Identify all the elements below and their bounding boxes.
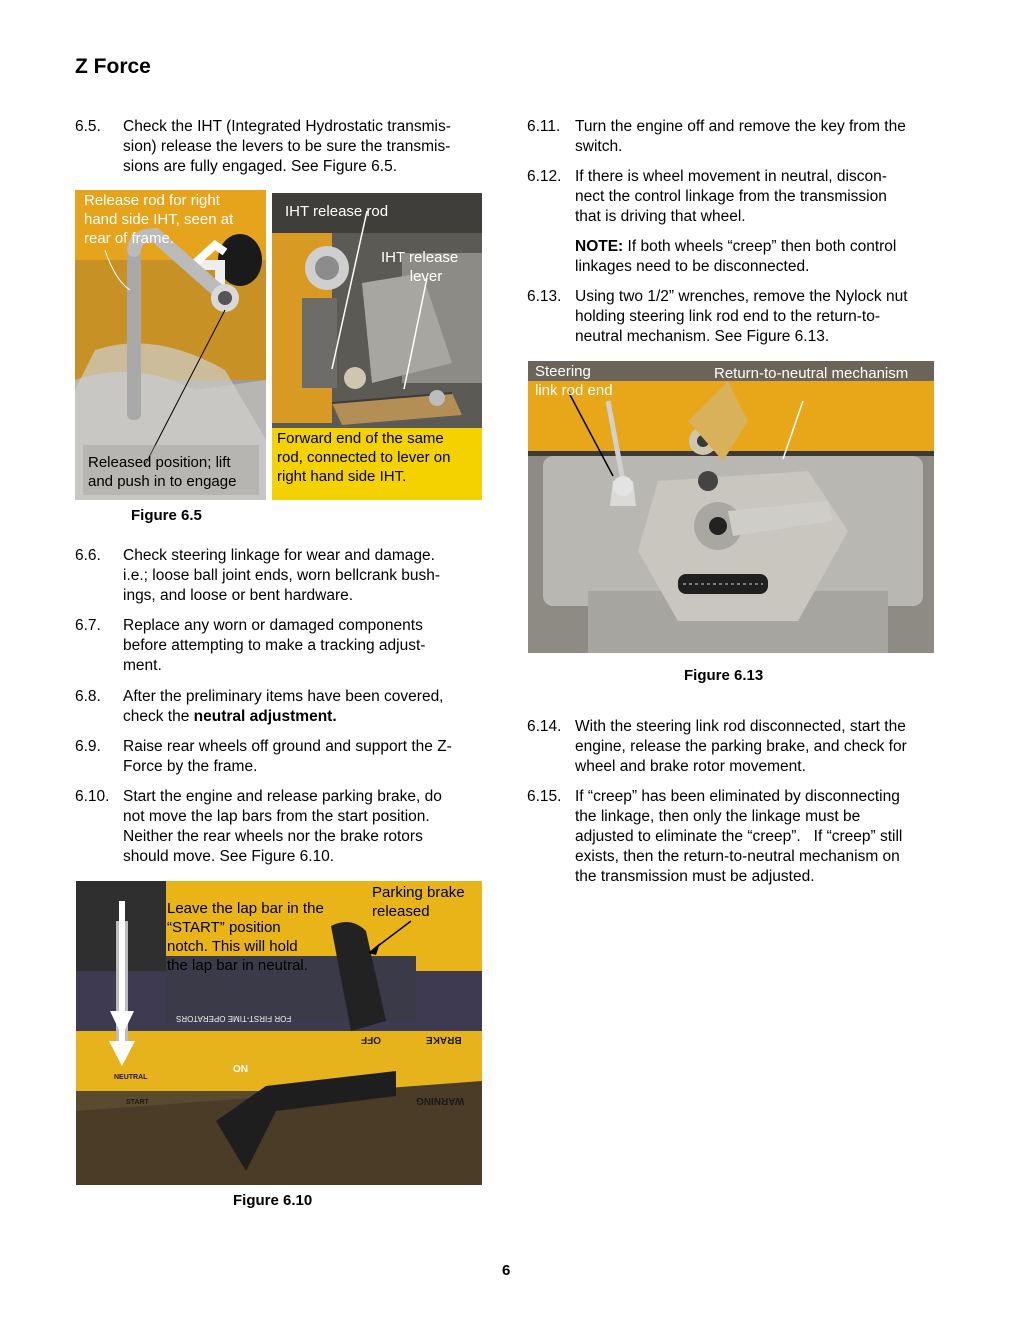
label-line: Forward end of the same xyxy=(277,430,444,447)
label-line: IHT release xyxy=(381,249,459,266)
figure-6-5-caption: Figure 6.5 xyxy=(131,507,202,524)
step-number: 6.9. xyxy=(75,738,101,755)
label-line: Release rod for right xyxy=(84,192,220,209)
label-line: and push in to engage xyxy=(88,473,237,490)
step-line: check the xyxy=(123,708,190,725)
step-line: before attempting to make a tracking adjust- xyxy=(123,637,426,654)
label-iht-release-rod: IHT release rod xyxy=(285,203,389,220)
step-line: the transmission must be adjusted. xyxy=(575,868,815,885)
step-number: 6.11. xyxy=(527,118,561,135)
step-line: engine, release the parking brake, and check for xyxy=(575,738,907,755)
step-line: If there is wheel movement in neutral, discon- xyxy=(575,168,887,185)
step-line: sions are fully engaged. See Figure 6.5. xyxy=(123,158,398,175)
decal-start: START xyxy=(126,1099,149,1106)
page-header-title: Z Force xyxy=(75,55,151,78)
note-label: NOTE: xyxy=(575,238,624,255)
step-line: not move the lap bars from the start position. xyxy=(123,808,430,825)
label-line: “START” position xyxy=(167,919,281,936)
label-line: Steering xyxy=(535,363,591,380)
emphasis-neutral-adjustment: neutral adjustment. xyxy=(193,708,337,725)
figure-6-10-photo xyxy=(76,881,482,1185)
label-line: released xyxy=(372,903,430,920)
label-line: right hand side IHT. xyxy=(277,468,407,485)
step-line: After the preliminary items have been covered, xyxy=(123,688,444,705)
step-line: ings, and loose or bent hardware. xyxy=(123,587,354,604)
decal-on: ON xyxy=(233,1064,248,1075)
step-line: Using two 1/2” wrenches, remove the Nylock nut xyxy=(575,288,908,305)
note-line: linkages need to be disconnected. xyxy=(575,258,810,275)
label-line: Released position; lift xyxy=(88,454,231,471)
step-line: neutral mechanism. See Figure 6.13. xyxy=(575,328,830,345)
step-line: i.e.; loose ball joint ends, worn bellcrank bush- xyxy=(123,567,441,584)
step-number: 6.7. xyxy=(75,617,101,634)
label-line: lever xyxy=(409,268,443,285)
figure-6-13-photo xyxy=(528,361,934,653)
label-released-position xyxy=(88,453,236,491)
step-line: Check the IHT (Integrated Hydrostatic transmis- xyxy=(123,118,451,135)
step-line: Turn the engine off and remove the key from the xyxy=(575,118,906,135)
step-line: ment. xyxy=(123,657,162,674)
label-line: the lap bar in neutral. xyxy=(167,957,308,974)
decal-brake: BRAKE xyxy=(426,1034,462,1045)
decal-neutral: NEUTRAL xyxy=(114,1074,148,1081)
step-line: wheel and brake rotor movement. xyxy=(575,758,806,775)
label-line: link rod end xyxy=(535,382,613,399)
figure-6-10-caption: Figure 6.10 xyxy=(233,1192,313,1209)
step-line: adjusted to eliminate the “creep”. If “creep” still xyxy=(575,828,903,845)
step-line: With the steering link rod disconnected, start the xyxy=(575,718,906,735)
label-line: hand side IHT, seen at xyxy=(84,211,234,228)
step-line: Start the engine and release parking brake, do xyxy=(123,788,442,805)
figure-6-5-photo-left xyxy=(75,190,266,500)
step-line: switch. xyxy=(575,138,623,155)
step-line: exists, then the return-to-neutral mechanism on xyxy=(575,848,900,865)
step-line: Replace any worn or damaged components xyxy=(123,617,423,634)
step-line: nect the control linkage from the transmission xyxy=(575,188,887,205)
step-number: 6.14. xyxy=(527,718,562,735)
label-forward-end xyxy=(277,429,450,486)
label-line: Parking brake xyxy=(372,884,465,901)
step-line: Raise rear wheels off ground and support the Z- xyxy=(123,738,452,755)
step-line: Force by the frame. xyxy=(123,758,258,775)
step-line: the linkage, then only the linkage must be xyxy=(575,808,861,825)
decal-warning: WARNING xyxy=(416,1095,465,1106)
step-line: sion) release the levers to be sure the transmis- xyxy=(123,138,451,155)
step-number: 6.12. xyxy=(527,168,562,185)
step-line: that is driving that wheel. xyxy=(575,208,746,225)
decal-off: OFF xyxy=(361,1034,381,1045)
step-number: 6.6. xyxy=(75,547,101,564)
label-line: Leave the lap bar in the xyxy=(167,900,324,917)
label-steering-link-rod-end xyxy=(535,362,613,400)
figure-6-13-caption: Figure 6.13 xyxy=(684,667,764,684)
figure-6-5-photo-right xyxy=(272,193,482,500)
step-line: Neither the rear wheels nor the brake rotors xyxy=(123,828,423,845)
step-number: 6.13. xyxy=(527,288,562,305)
label-lap-bar xyxy=(167,899,324,975)
page-number: 6 xyxy=(502,1262,511,1279)
step-line: Check steering linkage for wear and damage. xyxy=(123,547,435,564)
label-line: notch. This will hold xyxy=(167,938,298,955)
step-line: holding steering link rod end to the return-to- xyxy=(575,308,881,325)
label-line: rod, connected to lever on xyxy=(277,449,451,466)
label-release-rod xyxy=(84,191,233,248)
step-number: 6.5. xyxy=(75,118,101,135)
label-return-to-neutral: Return-to-neutral mechanism xyxy=(714,365,909,382)
label-line: rear of frame. xyxy=(84,230,175,247)
label-parking-brake xyxy=(372,883,465,921)
step-number: 6.15. xyxy=(527,788,562,805)
step-line: should move. See Figure 6.10. xyxy=(123,848,335,865)
step-number: 6.10. xyxy=(75,788,110,805)
note-line: If both wheels “creep” then both control xyxy=(627,238,897,255)
decal-first-time-operators: FOR FIRST-TIME OPERATORS xyxy=(176,1014,292,1023)
step-line: If “creep” has been eliminated by disconnecting xyxy=(575,788,900,805)
return-to-neutral-image xyxy=(528,361,934,653)
label-iht-release-lever xyxy=(381,248,458,286)
step-number: 6.8. xyxy=(75,688,101,705)
